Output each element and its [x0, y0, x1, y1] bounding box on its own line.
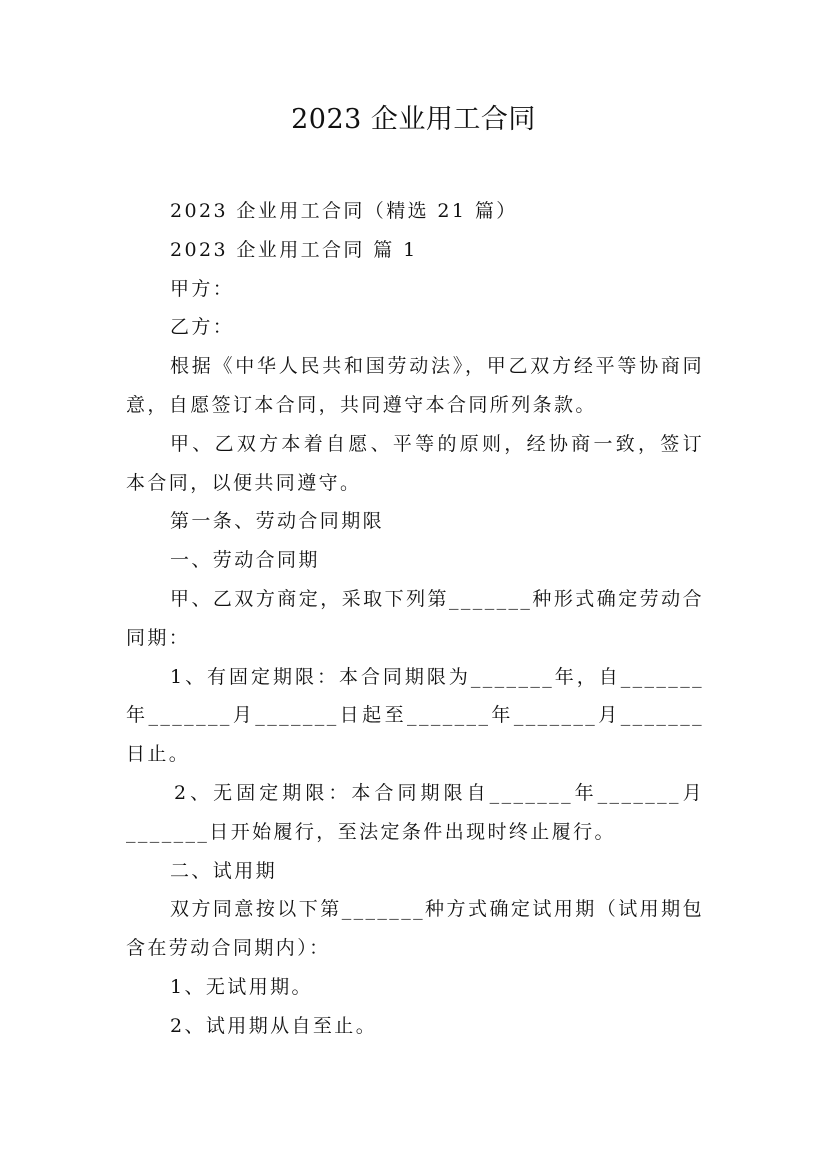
paragraph-probation-heading: 二、试用期: [170, 859, 278, 882]
paragraph-section-heading: 2023 企业用工合同 篇 1: [170, 238, 418, 261]
paragraph-no-probation: 1、无试用期。: [170, 975, 313, 998]
paragraph-subtitle: 2023 企业用工合同（精选 21 篇）: [170, 200, 518, 222]
paragraph-fixed-term: 1、有固定期限：本合同期限为_______年，自_______年_______月_______日起至_______年_______月_______日止。: [126, 665, 704, 766]
paragraph-open-term: 2、无固定期限：本合同期限自_______年_______月_______日开始履行，至法定条件出现时终止履行。: [126, 781, 704, 843]
paragraph-party-b: 乙方：: [170, 316, 235, 339]
document-title: 2023 企业用工合同: [291, 104, 536, 135]
paragraph-probation-period: 2、试用期从自至止。: [170, 1014, 378, 1037]
paragraph-party-a: 甲方：: [170, 277, 235, 300]
document-body: [126, 192, 704, 1046]
paragraph-article-1-heading: 第一条、劳动合同期限: [170, 510, 385, 533]
paragraph-probation-method: 双方同意按以下第_______种方式确定试用期（试用期包含在劳动合同期内）：: [126, 898, 704, 960]
paragraph-legal-basis: 根据《中华人民共和国劳动法》，甲乙双方经平等协商同意，自愿签订本合同，共同遵守本合同所列条款。: [126, 355, 704, 416]
paragraph-contract-term-heading: 一、劳动合同期: [170, 549, 320, 572]
paragraph-term-form: 甲、乙双方商定，采取下列第_______种形式确定劳动合同期：: [126, 587, 704, 649]
paragraph-principle: 甲、乙双方本着自愿、平等的原则，经协商一致，签订本合同，以便共同遵守。: [126, 432, 704, 494]
